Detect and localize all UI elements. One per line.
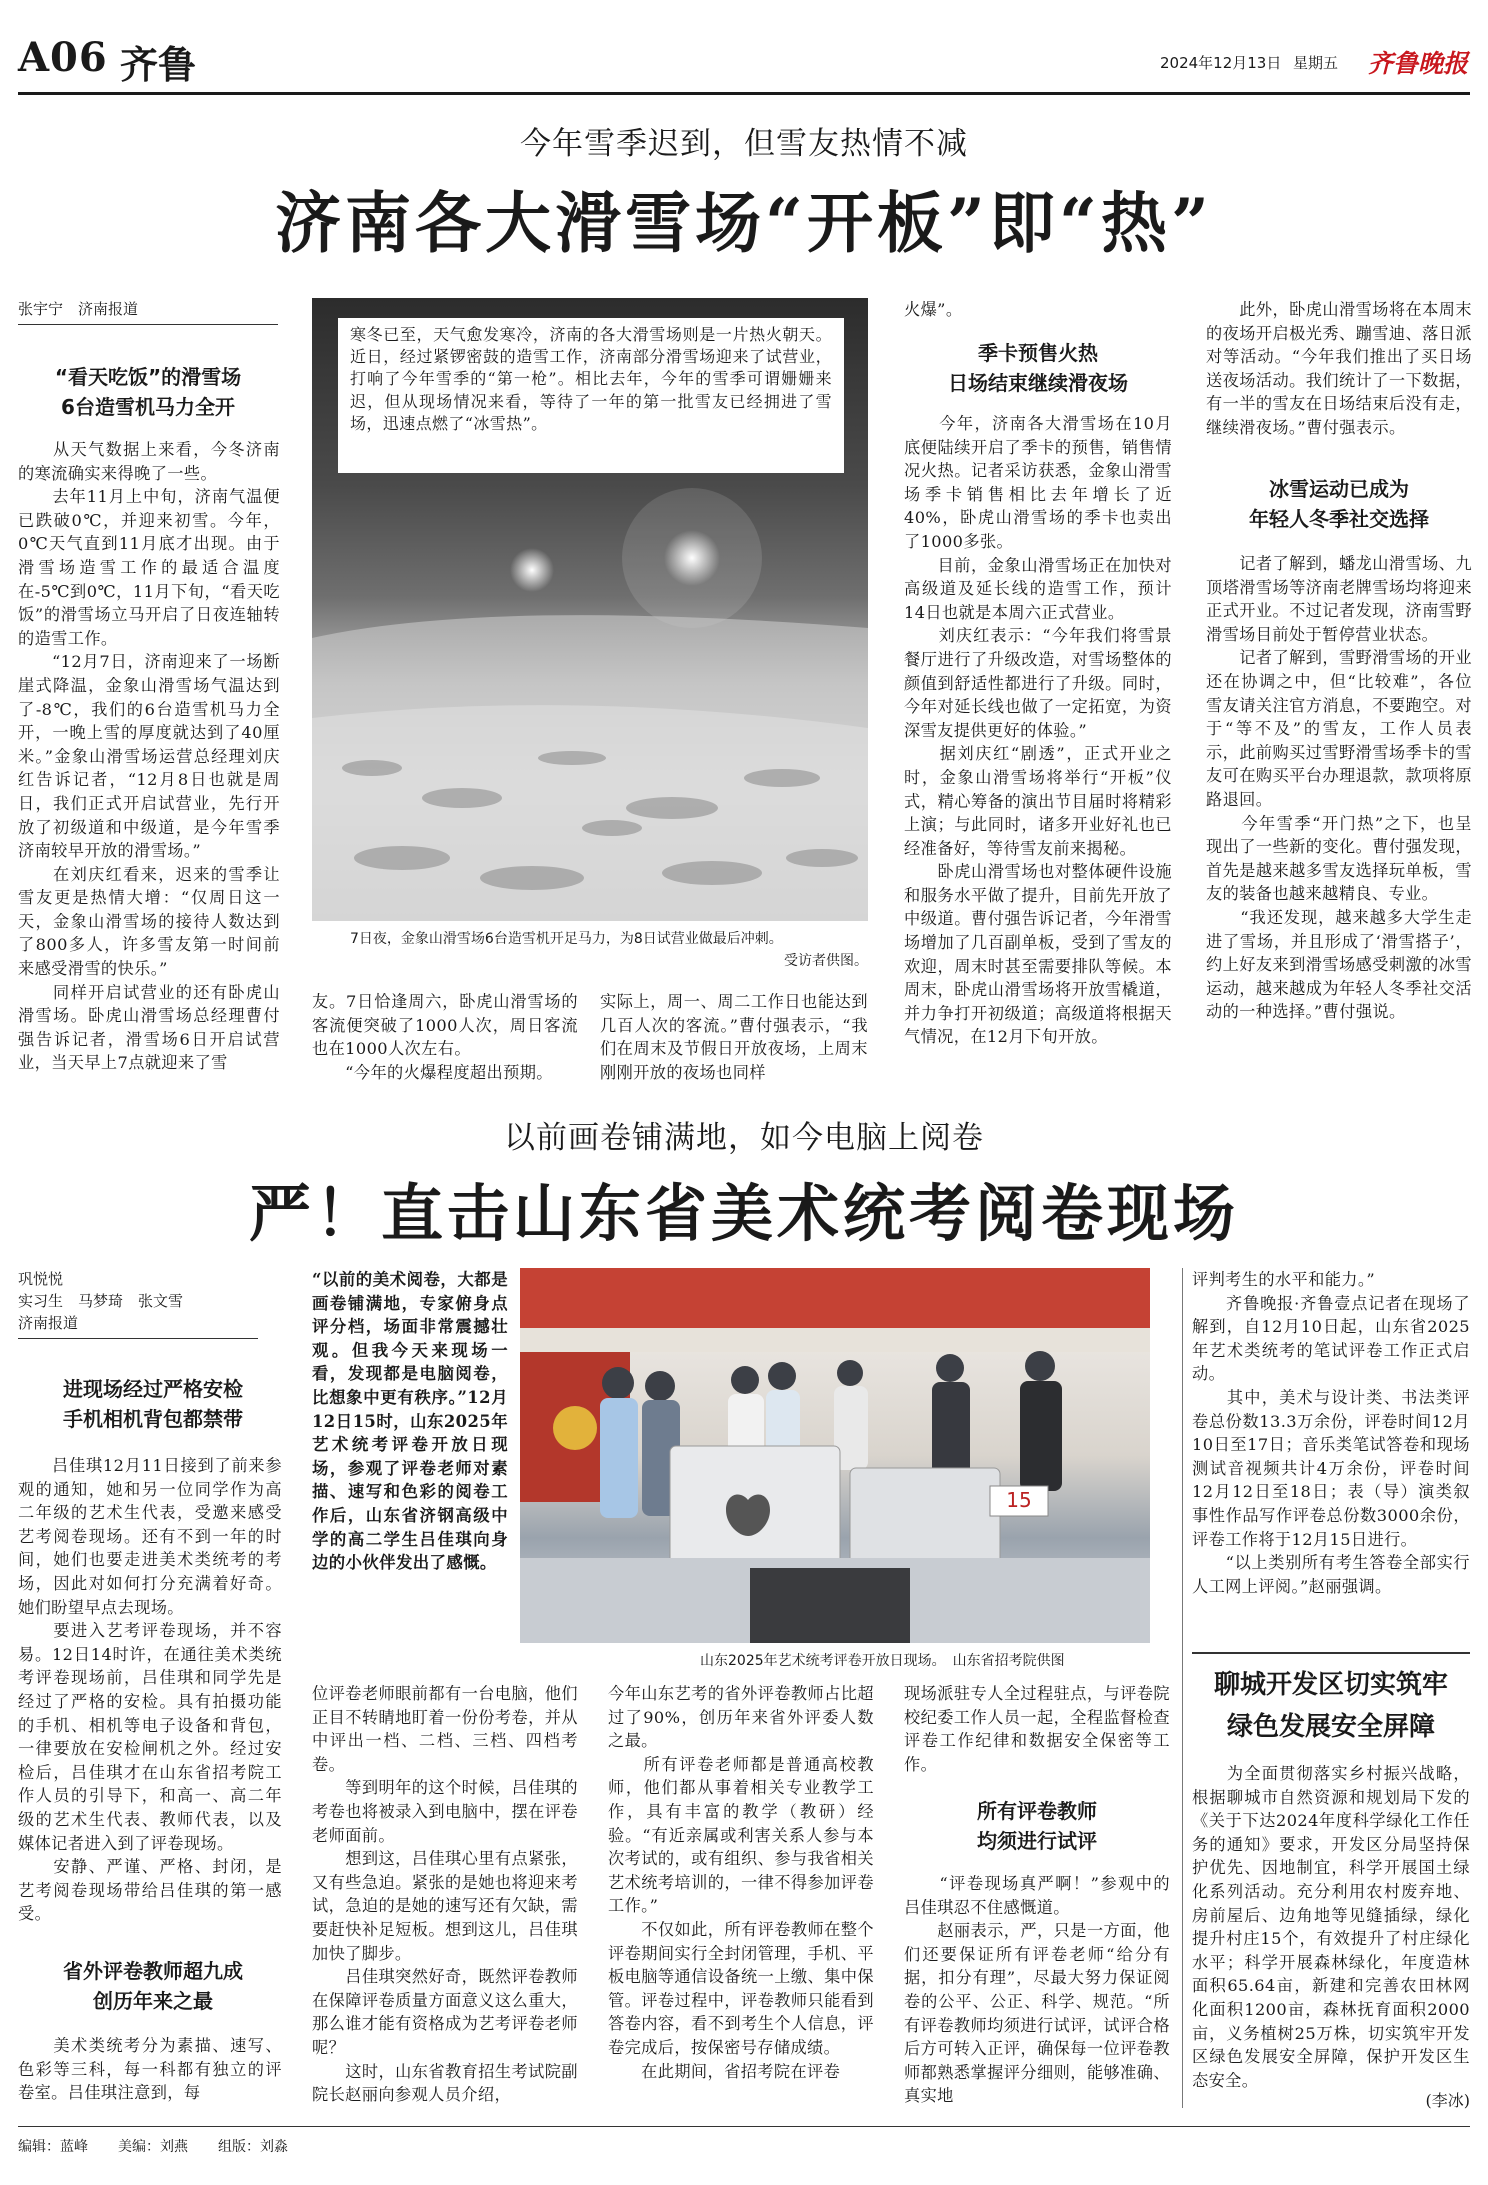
story2-byline: 巩悦悦 实习生 马梦琦 张文雪 济南报道: [18, 1270, 184, 1332]
story2-subhead-1: 进现场经过严格安检 手机相机背包都禁带: [63, 1377, 243, 1431]
story1-kicker: 今年雪季迟到，但雪友热情不减: [520, 126, 968, 162]
desk-number-sign: 15: [1006, 1488, 1032, 1512]
story3-body: 为全面贯彻落实乡村振兴战略，根据聊城市自然资源和规划局下发的《关于下达2024年度科学绿化工作任务的通知》要求，开发区分局坚持保护优先、因地制宜，科学开展国土绿化系列活动。充分利用农村废弃地、房前屋后、边角地等见缝插绿，绿化提升村庄15个，有效提升了村庄绿化水平；科学开展森林绿化，年度造林面积65.64亩，新建和完善农田林网化面积1200亩，森林抚育面积2000亩，义务植树25万株，切实筑牢开发区绿色发展安全屏障，保护开发区生态安全。: [1192, 1764, 1470, 2090]
story2-byline-rule: [18, 1338, 258, 1339]
issue-weekday: 星期五: [1293, 54, 1339, 72]
story1-column-2-bottom: 友。7日恰逢周六，卧虎山滑雪场的客流便突破了1000人次，周日客流也在1000人次左右。 “今年的火爆程度超出预期。: [312, 992, 578, 1082]
story2-column-1-bottom: 美术类统考分为素描、速写、色彩等三科，每一科都有独立的评卷室。吕佳琪注意到，每: [18, 2036, 282, 2103]
story1-column-4-top: 火爆”。: [904, 300, 963, 319]
story1-headline: 济南各大滑雪场“开板”即“热”: [275, 184, 1213, 262]
story2-column-4-top: 现场派驻专人全过程驻点，与评卷院校纪委工作人员一起，全程监督检查评卷工作纪律和数据安全保密等工作。: [904, 1684, 1170, 1774]
footer-art-editor: 美编：刘燕: [118, 2139, 188, 2155]
ski-photo-caption: 7日夜，金象山滑雪场6台造雪机开足马力，为8日试营业做最后冲刺。: [350, 931, 783, 947]
story1-byline: 张宇宁 济南报道: [18, 300, 139, 318]
footer-rule: [18, 2126, 1470, 2127]
section-name: 齐鲁: [120, 43, 197, 87]
ski-photo-credit: 受访者供图。: [784, 953, 868, 969]
header-rule: [18, 92, 1470, 95]
story1-column-1: 从天气数据上来看，今冬济南的寒流确实来得晚了一些。 去年11月上中旬，济南气温便已跌破0℃，并迎来初雪。今年，0℃天气直到11月底才出现。由于滑雪场造雪工作的最适合温度在-5℃到0℃，11月下旬，“看天吃饭”的滑雪场立马开启了日夜连轴转的造雪工作。 “12月7日，济南迎来了一场断崖式降温，金象山滑雪场气温达到了-8℃，我们的6台造雪机马力全开，一晚上雪的厚度就达到了40厘米。”金象山滑雪场运营总经理刘庆红告诉记者，“12月8日也就是周日，我们正式开启试营业，先行开放了初级道和中级道，是今年雪季济南较早开放的滑雪场。” 在刘庆红看来，迟来的雪季让雪友更是热情大增：“仅周日这一天，金象山滑雪场的接待人数达到了800多人，许多雪友第一时间前来感受滑雪的快乐。” 同样开启试营业的还有卧虎山滑雪场。卧虎山滑雪场总经理曹付强告诉记者，滑雪场6日开启试营业，当天早上7点就迎来了雪: [18, 440, 280, 1073]
story1-subhead-1: “看天吃饭”的滑雪场 6台造雪机马力全开: [54, 365, 242, 419]
page-number: A06: [18, 34, 108, 81]
story1-subhead-3: 冰雪运动已成为 年轻人冬季社交选择: [1249, 477, 1429, 531]
story2-subhead-3: 所有评卷教师 均须进行试评: [977, 1799, 1097, 1853]
story2-lead-quote: “以前的美术阅卷，大都是画卷铺满地，专家俯身点评分档，场面非常震撼壮观。但我今天来现场一看，发现都是电脑阅卷，比想象中更有秩序。”12月12日15时，山东2025年艺术统考评卷开放日现场，参观了评卷老师对素描、速写和色彩的阅卷工作后，山东省济钢高级中学的高二学生吕佳琪向身边的小伙伴发出了感慨。: [312, 1270, 508, 1573]
story3-top-rule: [1192, 1652, 1470, 1654]
column-divider: [1182, 1268, 1183, 2108]
story1-subhead-2: 季卡预售火热 日场结束继续滑夜场: [948, 341, 1128, 395]
story2-kicker: 以前画卷铺满地，如今电脑上阅卷: [504, 1120, 984, 1156]
story2-column-4: “评卷现场真严啊！”参观中的吕佳琪忍不住感慨道。 赵丽表示，严，只是一方面，他们还要保证所有评卷老师“给分有据，扣分有理”，尽最大努力保证阅卷的公平、公正、科学、规范。“所有评卷教师均须进行试评，试评合格后方可转入正评，确保每一位评卷教师都熟悉掌握评分细则，能够准确、真实地: [904, 1874, 1170, 2106]
story1-intro-box: 寒冬已至，天气愈发寒冷，济南的各大滑雪场则是一片热火朝天。近日，经过紧锣密鼓的造雪工作，济南部分滑雪场迎来了试营业，打响了今年雪季的“第一枪”。相比去年，今年的雪季可谓姗姗来迟，但从现场情况来看，等待了一年的第一批雪友已经拥进了雪场，迅速点燃了“冰雪热”。: [338, 318, 844, 473]
story2-column-2: 位评卷老师眼前都有一台电脑，他们正目不转睛地盯着一份份考卷，并从中评出一档、二档、三档、四档考卷。 等到明年的这个时候，吕佳琪的考卷也将被录入到电脑中，摆在评卷老师面前。 想到这，吕佳琪心里有点紧张，又有些急迫。紧张的是她也将迎来考试，急迫的是她的速写还有欠缺，需要赶快补足短板。想到这儿，吕佳琪加快了脚步。 吕佳琪突然好奇，既然评卷教师在保障评卷质量方面意义这么重大，那么谁才能有资格成为艺考评卷老师呢？ 这时，山东省教育招生考试院副院长赵丽向参观人员介绍，: [312, 1684, 578, 2105]
story2-headline: 严！直击山东省美术统考阅卷现场: [248, 1177, 1239, 1250]
story3-author: (李冰): [1425, 2091, 1470, 2110]
exam-photo-graphic: [520, 1268, 1150, 1643]
story1-column-3-bottom: 实际上，周一、周二工作日也能达到几百人次的客流。”曹付强表示，“我们在周末及节假日开放夜场，上周末刚刚开放的夜场也同样: [600, 992, 868, 1082]
story2-column-1: 吕佳琪12月11日接到了前来参观的通知，她和另一位同学作为高二年级的艺术生代表，受邀来感受艺考阅卷现场。还有不到一年的时间，她们也要走进美术类统考的考场，因此对如何打分充满着好奇。她们盼望早点去现场。 要进入艺考评卷现场，并不容易。12日14时许，在通往美术类统考评卷现场前，吕佳琪和同学先是经过了严格的安检。具有拍摄功能的手机、相机等电子设备和背包，一律要放在安检闸机之外。经过安检后，吕佳琪才在山东省招考院工作人员的引导下，和高一、高二年级的艺术生代表、教师代表，以及媒体记者进入到了评卷现场。 安静、严谨、严格、封闭，是艺考阅卷现场带给吕佳琪的第一感受。: [18, 1456, 282, 1924]
footer-layout: 组版：刘淼: [218, 2139, 288, 2155]
newspaper-logo: 齐鲁晚报: [1368, 49, 1469, 78]
issue-date: 2024年12月13日: [1160, 54, 1282, 72]
story2-column-5: 评判考生的水平和能力。” 齐鲁晚报·齐鲁壹点记者在现场了解到，自12月10日起，山东省2025年艺术类统考的笔试评卷工作正式启动。 其中，美术与设计类、书法类评卷总份数13.3万余份，评卷时间12月10日至17日；音乐类笔试答卷和现场测试音视频共计4万余份，评卷时间12月12日至18日；表（导）演类叙事性作品写作评卷总份数3000余份，评卷工作将于12月15日进行。 “以上类别所有考生答卷全部实行人工网上评阅。”赵丽强调。: [1192, 1270, 1470, 1596]
byline-rule: [18, 324, 278, 325]
ski-resort-photo: [312, 298, 868, 921]
story1-column-5-top: 此外，卧虎山滑雪场将在本周末的夜场开启极光秀、蹦雪迪、落日派对等活动。“今年我们推出了买日场送夜场活动。我们统计了一下数据，有一半的雪友在日场结束后没有走，继续滑夜场。”曹付强表示。: [1206, 300, 1472, 437]
footer-editor: 编辑：蓝峰: [18, 2139, 88, 2155]
story1-column-4: 今年，济南各大滑雪场在10月底便陆续开启了季卡的预售，销售情况火热。记者采访获悉，金象山滑雪场季卡销售相比去年增长了近40%，卧虎山滑雪场的季卡也卖出了1000多张。 目前，金象山滑雪场正在加快对高级道及延长线的造雪工作，预计14日也就是本周六正式营业。 刘庆红表示：“今年我们将雪景餐厅进行了升级改造，对雪场整体的颜值到舒适性都进行了升级。同时，今年对延长线也做了一定拓宽，为资深雪友提供更好的体验。” 据刘庆红“剧透”，正式开业之时，金象山滑雪场将举行“开板”仪式，精心筹备的演出节目届时将精彩上演；与此同时，诸多开业好礼也已经准备好，等待雪友前来揭秘。 卧虎山滑雪场也对整体硬件设施和服务水平做了提升，目前先开放了中级道。曹付强告诉记者，今年滑雪场增加了几百副单板，受到了雪友的欢迎，周末时甚至需要排队等候。本周末，卧虎山滑雪场将开放雪橇道，并力争打开初级道；高级道将根据天气情况，在12月下旬开放。: [904, 414, 1172, 1047]
exam-photo-caption: 山东2025年艺术统考评卷开放日现场。 山东省招考院供图: [700, 1653, 1065, 1669]
exam-scene-photo: [520, 1268, 1150, 1643]
story2-subhead-2: 省外评卷教师超九成 创历年来之最: [63, 1959, 243, 2013]
story2-column-3: 今年山东艺考的省外评卷教师占比超过了90%，创历年来省外评委人数之最。 所有评卷老师都是普通高校教师，他们都从事着相关专业教学工作，具有丰富的教学（教研）经验。“有近亲属或利害关系人参与本次考试的，或有组织、参与我省相关艺术统考培训的，一律不得参加评卷工作。” 不仅如此，所有评卷教师在整个评卷期间实行全封闭管理，手机、平板电脑等通信设备统一上缴、集中保管。评卷过程中，评卷教师只能看到答卷内容，看不到考生个人信息，评卷完成后，按保密号存储成绩。 在此期间，省招考院在评卷: [608, 1684, 874, 2081]
story1-column-5: 记者了解到，蟠龙山滑雪场、九顶塔滑雪场等济南老牌雪场均将迎来正式开业。不过记者发现，济南雪野滑雪场目前处于暂停营业状态。 记者了解到，雪野滑雪场的开业还在协调之中，但“比较难”，各位雪友请关注官方消息，不要跑空。对于“等不及”的雪友，工作人员表示，此前购买过雪野滑雪场季卡的雪友可在购买平台办理退款，款项将原路退回。 今年雪季“开门热”之下，也呈现出了一些新的变化。曹付强发现，首先是越来越多雪友选择玩单板，雪友的装备也越来越精良、专业。 “我还发现，越来越多大学生走进了雪场，并且形成了‘滑雪搭子’，约上好友来到滑雪场感受刺激的冰雪运动，越来越成为年轻人冬季社交活动的一种选择。”曹付强说。: [1206, 554, 1472, 1022]
story3-headline: 聊城开发区切实筑牢 绿色发展安全屏障: [1213, 1670, 1448, 1742]
